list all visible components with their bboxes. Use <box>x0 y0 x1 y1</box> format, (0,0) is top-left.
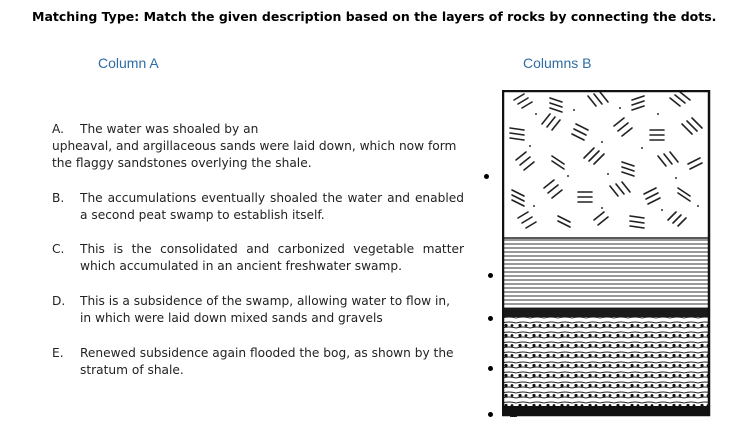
item-letter: D. <box>52 294 66 308</box>
layer-5-sandstone <box>502 90 710 238</box>
item-text-rest: upheaval, and argillaceous sands were laid down, which now form the flaggy sandstones overlying the shale. <box>52 139 457 170</box>
match-dot-5[interactable] <box>484 174 489 179</box>
instructions-title: Matching Type: Match the given description based on the layers of rocks by connecting the dots. <box>32 9 717 24</box>
column-b-heading: Columns B <box>523 55 592 71</box>
layer-4-shale <box>502 238 710 308</box>
item-text: The accumulations eventually shoaled the water and enabled a second peat swamp to establish itself. <box>80 191 464 222</box>
item-letter: E. <box>52 346 64 360</box>
match-dot-1[interactable] <box>488 412 493 417</box>
item-letter: B. <box>52 191 65 205</box>
layer-1-coal <box>502 406 710 415</box>
item-text: This is the consolidated and carbonized vegetable matter which accumulated in an ancient freshwater swamp. <box>80 242 464 273</box>
column-a-heading: Column A <box>98 55 159 71</box>
match-dot-3[interactable] <box>488 316 493 321</box>
match-dot-4[interactable] <box>488 273 493 278</box>
item-text-first-line: The water was shoaled by an <box>80 122 259 136</box>
rock-strata-diagram <box>502 90 714 423</box>
item-a <box>52 121 464 172</box>
item-b <box>52 190 464 224</box>
item-letter: A. <box>52 122 64 136</box>
item-text: This is a subsidence of the swamp, allowing water to flow in, in which were laid down mixed sands and gravels <box>80 294 450 325</box>
item-letter: C. <box>52 242 65 256</box>
match-dot-2[interactable] <box>488 366 493 371</box>
layer-2-sands-gravels <box>502 317 710 413</box>
item-text: Renewed subsidence again flooded the bog, as shown by the stratum of shale. <box>80 346 454 377</box>
item-e <box>52 345 464 379</box>
layer-3-coal <box>502 308 710 317</box>
item-d <box>52 293 464 327</box>
item-c <box>52 241 464 275</box>
